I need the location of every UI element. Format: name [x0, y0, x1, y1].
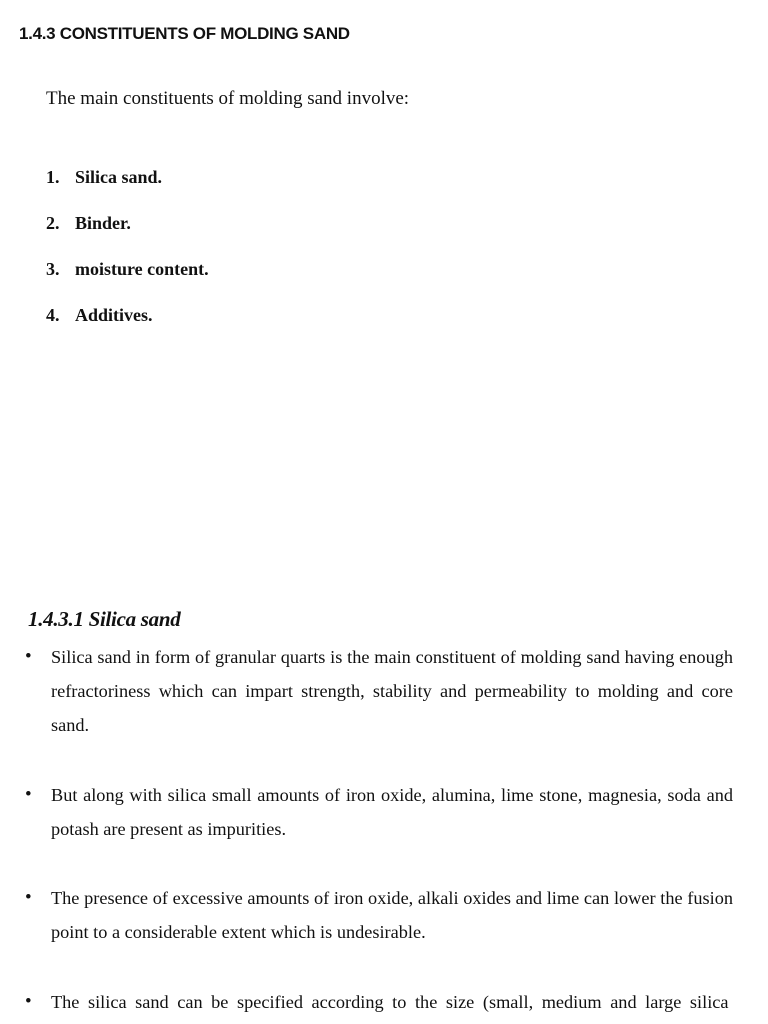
- bullet-icon: •: [25, 646, 32, 667]
- list-item-label: moisture content.: [75, 259, 209, 279]
- list-item-number: 3.: [46, 259, 60, 279]
- bullet-icon: •: [25, 784, 32, 805]
- constituents-list: [46, 166, 209, 350]
- list-item-label: Additives.: [75, 305, 153, 325]
- bullet-text: Silica sand in form of granular quarts is the main constituent of molding sand having enough refractoriness which can impart strength, stability and permeability to molding and core sand.: [51, 647, 733, 735]
- list-item: [46, 166, 209, 212]
- list-item: [46, 304, 209, 350]
- bullet-icon: •: [25, 887, 32, 908]
- list-item-label: Binder.: [75, 213, 131, 233]
- subsection-heading: 1.4.3.1 Silica sand: [28, 607, 181, 631]
- list-item-number: 2.: [46, 213, 60, 233]
- list-item-number: 1.: [46, 167, 60, 187]
- list-item: [46, 258, 209, 304]
- list-item: [46, 212, 209, 258]
- list-item-number: 4.: [46, 305, 60, 325]
- bullet-text: The presence of excessive amounts of iron oxide, alkali oxides and lime can lower the fusion point to a considerable extent which is undesirable.: [51, 888, 733, 942]
- intro-paragraph: The main constituents of molding sand involve:: [46, 88, 410, 109]
- bullet-text: The silica sand can be specified according to the size (small, medium and large silica: [51, 992, 729, 1012]
- bullet-text: But along with silica small amounts of iron oxide, alumina, lime stone, magnesia, soda and potash are present as impurities.: [51, 785, 733, 839]
- list-item-label: Silica sand.: [75, 167, 163, 187]
- bullet-icon: •: [25, 991, 32, 1012]
- section-heading: 1.4.3 CONSTITUENTS OF MOLDING SAND: [19, 24, 350, 43]
